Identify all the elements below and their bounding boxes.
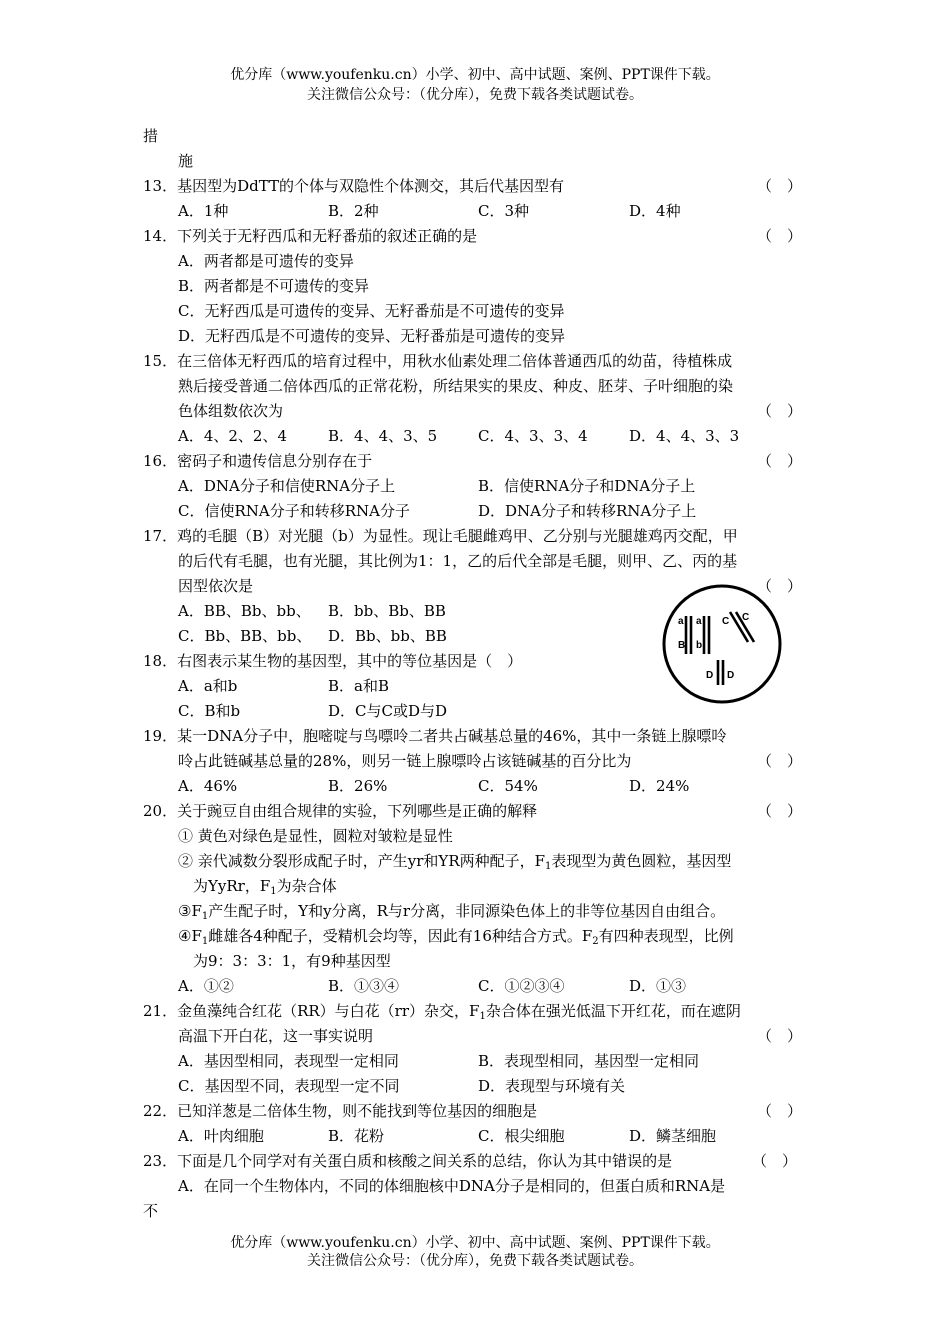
question-15: 15．在三倍体无籽西瓜的培育过程中，用秋水仙素处理二倍体普通西瓜的幼苗，待植株成: [143, 352, 733, 370]
option-17-a: A．BB、Bb、bb、: [178, 602, 311, 620]
option-14-c: C．无籽西瓜是可遗传的变异、无籽番茄是不可遗传的变异: [178, 302, 565, 320]
gene-label-a-left: a: [678, 616, 684, 627]
option-17-d: D．Bb、bb、BB: [328, 627, 447, 645]
question-16: 16．密码子和遗传信息分别存在于: [143, 452, 373, 470]
gene-label-d-right: D: [727, 670, 735, 681]
gene-label-d-left: D: [706, 670, 714, 681]
chromosome-diagram: [660, 582, 785, 707]
option-15-a: A．4、2、2、4: [178, 427, 288, 445]
statement-20-2: ② 亲代减数分裂形成配子时，产生yr和YR两种配子，$F_1$表现型为黄色圆粒，基因型: [178, 852, 732, 872]
option-21-a: A．基因型相同，表现型一定相同: [178, 1052, 399, 1070]
option-16-c: C．信使RNA分子和转移RNA分子: [178, 502, 410, 520]
option-21-b: B．表现型相同，基因型一定相同: [478, 1052, 700, 1070]
option-15-d: D．4、4、3、3: [629, 427, 740, 445]
option-14-a: A．两者都是可遗传的变异: [178, 252, 354, 270]
option-16-d: D．DNA分子和转移RNA分子上: [478, 502, 697, 520]
question-15-line-2: 熟后接受普通二倍体西瓜的正常花粉，所结果实的果皮、种皮、胚芽、子叶细胞的染: [178, 377, 734, 395]
footer-line-1: 优分库（www.youfenku.cn）小学、初中、高中试题、案例、PPT课件下载。: [230, 1235, 720, 1251]
option-15-c: C．4、3、3、4: [478, 427, 588, 445]
option-17-b: B．bb、Bb、BB: [328, 602, 446, 620]
footer-line-2: 关注微信公众号：（优分库），免费下载各类试题试卷。: [307, 1253, 643, 1269]
fragment-shi: 施: [178, 152, 194, 170]
option-22-b: B．花粉: [328, 1127, 385, 1145]
option-18-d: D．C与C或D与D: [328, 702, 448, 720]
option-22-c: C．根尖细胞: [478, 1127, 565, 1145]
answer-paren-21: （ ）: [757, 1027, 803, 1045]
header-line-1: 优分库（www.youfenku.cn）小学、初中、高中试题、案例、PPT课件下载。: [230, 67, 720, 83]
question-20: 20．关于豌豆自由组合规律的实验，下列哪些是正确的解释: [143, 802, 538, 820]
question-17-line-2: 的后代有毛腿，也有光腿，其比例为1：1，乙的后代全部是毛腿，则甲、乙、丙的基: [178, 552, 738, 570]
statement-20-3: $③F_1$产生配子时，Y和y分离，R与r分离，非同源染色体上的非等位基因自由组合。: [178, 902, 726, 922]
chromosome-pair-dd: [718, 660, 723, 685]
option-19-b: B．26%: [328, 777, 388, 795]
answer-paren-19: （ ）: [757, 752, 803, 770]
answer-paren-13: （ ）: [757, 177, 803, 195]
gene-label-a-right: a: [696, 616, 702, 627]
option-19-a: A．46%: [178, 777, 238, 795]
option-18-a: A．a和b: [178, 677, 238, 695]
option-22-d: D．鳞茎细胞: [629, 1127, 717, 1145]
answer-paren-14: （ ）: [757, 227, 803, 245]
option-20-c: C．①②③④: [478, 977, 565, 995]
option-16-a: A．DNA分子和信使RNA分子上: [178, 477, 396, 495]
option-15-b: B．4、4、3、5: [328, 427, 438, 445]
option-22-a: A．叶肉细胞: [178, 1127, 264, 1145]
question-23: 23．下面是几个同学对有关蛋白质和核酸之间关系的总结，你认为其中错误的是: [143, 1152, 673, 1170]
question-14: 14．下列关于无籽西瓜和无籽番茄的叙述正确的是: [143, 227, 478, 245]
option-13-c: C．3种: [478, 202, 530, 220]
gene-label-c-right: C: [742, 612, 750, 623]
answer-paren-15: （ ）: [757, 402, 803, 420]
question-17: 17．鸡的毛腿（B）对光腿（b）为显性。现让毛腿雌鸡甲、乙分别与光腿雄鸡丙交配，甲: [143, 527, 738, 545]
option-21-d: D．表现型与环境有关: [478, 1077, 626, 1095]
option-14-b: B．两者都是不可遗传的变异: [178, 277, 370, 295]
statement-20-4-cont: 为9：3：3：1，有9种基因型: [193, 952, 391, 970]
question-21: 21．金鱼藻纯合红花（RR）与白花（rr）杂交，$F_1$杂合体在强光低温下开红花，而在遮阴: [143, 1002, 741, 1022]
statement-20-4: $④F_1$雌雄各4种配子，受精机会均等，因此有16种结合方式。$F_2$有四种表现型，比例: [178, 927, 734, 947]
option-20-d: D．①③: [629, 977, 687, 995]
answer-paren-16: （ ）: [757, 452, 803, 470]
option-13-b: B．2种: [328, 202, 379, 220]
option-18-b: B．a和B: [328, 677, 389, 695]
option-17-c: C．Bb、BB、bb、: [178, 627, 312, 645]
question-19: 19．某一DNA分子中，胞嘧啶与鸟嘌呤二者共占碱基总量的46%，其中一条链上腺嘌呤: [143, 727, 727, 745]
option-13-d: D．4种: [629, 202, 681, 220]
option-20-b: B．①③④: [328, 977, 400, 995]
answer-paren-20: （ ）: [757, 802, 803, 820]
fragment-bu: 不: [143, 1202, 159, 1220]
option-14-d: D．无籽西瓜是不可遗传的变异、无籽番茄是可遗传的变异: [178, 327, 566, 345]
statement-20-1: ① 黄色对绿色是显性，圆粒对皱粒是显性: [178, 827, 453, 845]
option-18-c: C．B和b: [178, 702, 241, 720]
question-13: 13．基因型为DdTT的个体与双隐性个体测交，其后代基因型有: [143, 177, 565, 195]
gene-label-b-lower: b: [696, 640, 703, 651]
question-17-line-3: 因型依次是: [178, 577, 254, 595]
header-line-2: 关注微信公众号：（优分库），免费下载各类试题试卷。: [307, 87, 643, 103]
option-23-a: A．在同一个生物体内，不同的体细胞核中DNA分子是相同的，但蛋白质和RNA是: [178, 1177, 726, 1195]
option-21-c: C．基因型不同，表现型一定不同: [178, 1077, 400, 1095]
question-18: 18．右图表示某生物的基因型，其中的等位基因是（ ）: [143, 652, 523, 670]
option-19-d: D．24%: [629, 777, 690, 795]
question-22: 22．已知洋葱是二倍体生物，则不能找到等位基因的细胞是: [143, 1102, 538, 1120]
option-13-a: A．1种: [178, 202, 229, 220]
question-21-line-2: 高温下开白花，这一事实说明: [178, 1027, 374, 1045]
gene-label-c-left: C: [722, 616, 730, 627]
option-19-c: C．54%: [478, 777, 538, 795]
answer-paren-22: （ ）: [757, 1102, 803, 1120]
answer-paren-17: （ ）: [757, 577, 803, 595]
option-16-b: B．信使RNA分子和DNA分子上: [478, 477, 696, 495]
gene-label-b-upper: B: [678, 640, 686, 651]
answer-paren-23: （ ）: [752, 1152, 798, 1170]
statement-20-2-cont: 为YyRr，$F_1$为杂合体: [193, 877, 337, 897]
question-15-line-3: 色体组数依次为: [178, 402, 284, 420]
fragment-cuo: 措: [143, 127, 159, 145]
option-20-a: A．①②: [178, 977, 234, 995]
question-19-line-2: 呤占此链碱基总量的28%，则另一链上腺嘌呤占该链碱基的百分比为: [178, 752, 632, 770]
